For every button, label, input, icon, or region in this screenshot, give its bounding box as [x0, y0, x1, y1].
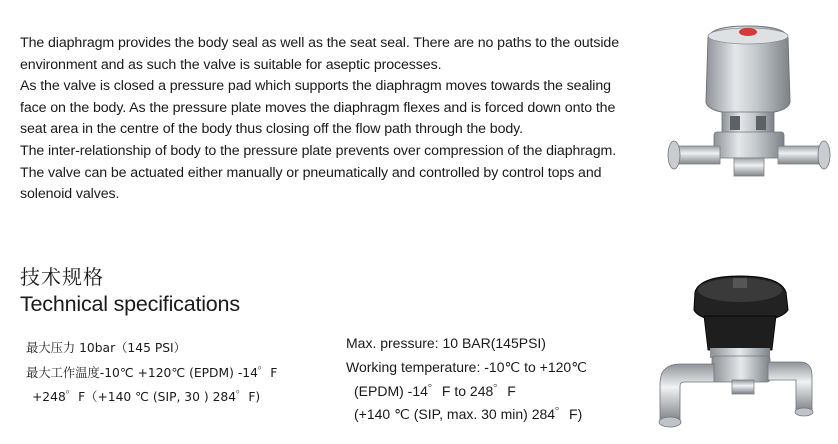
description-line: seat area in the centre of the body thus closing off the flow path through the body.	[20, 121, 523, 138]
description-line: As the valve is closed a pressure pad which supports the diaphragm moves towards the sealing	[20, 78, 611, 95]
specs-english	[346, 332, 587, 427]
description-line: The diaphragm provides the body seal as well as the seat seal. There are no paths to the outside	[20, 35, 619, 51]
description-line: The valve can be actuated either manually or pneumatically and controlled by control tops and	[20, 164, 602, 181]
description-line: face on the body. As the pressure plate moves the diaphragm flexes and is forced down onto the	[20, 99, 616, 116]
spec-en-line: Max. pressure: 10 BAR(145PSI)	[346, 335, 546, 351]
description-line: solenoid valves.	[20, 186, 120, 203]
indicator-cap	[739, 28, 757, 36]
section-heading-english: Technical specifications	[20, 292, 240, 316]
description-line: The inter-relationship of body to the pressure plate prevents over compression of the diaphragm.	[20, 142, 617, 159]
description-paragraph	[20, 33, 660, 206]
spec-en-line: (+140 ℃ (SIP, max. 30 min) 284゜F)	[354, 406, 583, 423]
pneumatic-diaphragm-valve-image	[660, 20, 835, 195]
spec-cn-line: 最大工作温度-10℃ +120℃ (EPDM) -14゜F	[26, 365, 278, 380]
spec-en-line: (EPDM) -14゜F to 248゜F	[354, 382, 516, 399]
spec-cn-line: +248゜F（+140 ℃ (SIP, 30 ) 284゜F)	[32, 390, 261, 404]
manual-diaphragm-valve-image	[640, 272, 835, 442]
section-heading-chinese: 技术规格	[20, 265, 104, 289]
spec-en-line: Working temperature: -10℃ to +120℃	[346, 358, 587, 375]
description-line: environment and as such the valve is suitable for aseptic processes.	[20, 56, 442, 73]
spec-cn-line: 最大压力 10bar（145 PSI）	[26, 341, 186, 355]
specs-chinese	[26, 336, 277, 410]
